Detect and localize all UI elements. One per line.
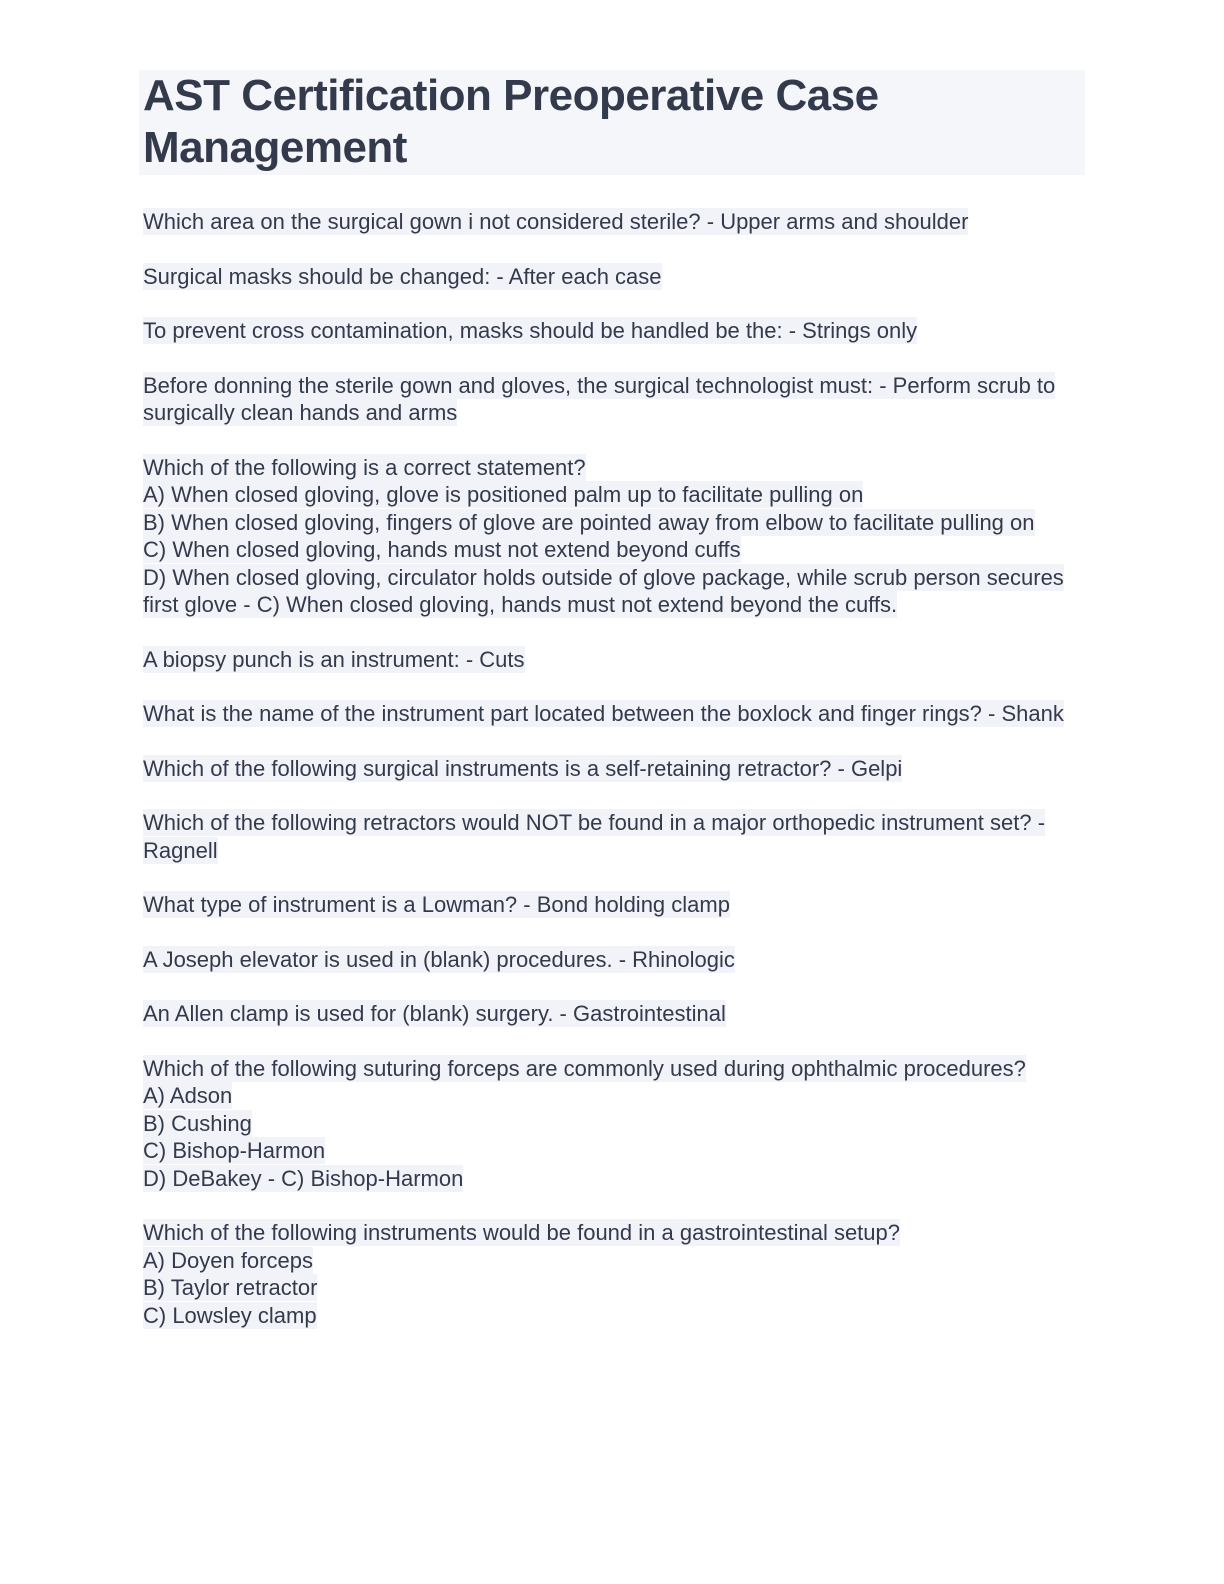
highlighted-text: What type of instrument is a Lowman? - Bond holding clamp [143, 892, 730, 917]
qa-paragraph [143, 1219, 1083, 1329]
highlighted-text: A Joseph elevator is used in (blank) procedures. - Rhinologic [143, 946, 735, 972]
qa-paragraph [143, 317, 1083, 345]
highlighted-text: Surgical masks should be changed: - After each case [143, 263, 662, 289]
highlighted-text: A) Adson [143, 1083, 233, 1108]
highlighted-text: What is the name of the instrument part located between the boxlock and finger rings? - Shank [143, 701, 1064, 726]
document-body [143, 208, 1083, 1329]
highlighted-text: An Allen clamp is used for (blank) surgery. - Gastrointestinal [143, 1001, 726, 1026]
highlighted-text: Before donning the sterile gown and gloves, the surgical technologist must: - Perform scrub to surgically clean hands and arms [143, 372, 1056, 425]
highlighted-text: B) Cushing [143, 1110, 252, 1136]
highlighted-text: B) Taylor retractor [143, 1275, 318, 1300]
highlighted-text: Which of the following retractors would NOT be found in a major orthopedic instrument set? - Ragnell [143, 810, 1046, 863]
qa-paragraph [143, 454, 1083, 619]
highlighted-text: A) When closed gloving, glove is positioned palm up to facilitate pulling on [143, 482, 864, 507]
highlighted-text: Which of the following suturing forceps are commonly used during ophthalmic procedures? [143, 1055, 1026, 1081]
qa-paragraph [143, 1000, 1083, 1028]
highlighted-text: Which of the following instruments would be found in a gastrointestinal setup? [143, 1220, 900, 1245]
qa-paragraph [143, 891, 1083, 919]
highlighted-text: Which of the following surgical instruments is a self-retaining retractor? - Gelpi [143, 755, 903, 781]
qa-paragraph [143, 208, 1083, 236]
highlighted-text: To prevent cross contamination, masks should be handled be the: - Strings only [143, 318, 918, 343]
qa-paragraph [143, 809, 1083, 864]
highlighted-text: B) When closed gloving, fingers of glove are pointed away from elbow to facilitate pulling on [143, 509, 1035, 535]
page-title: AST Certification Preoperative Case Management [139, 70, 1085, 175]
qa-paragraph [143, 700, 1083, 728]
highlighted-text: A) Doyen forceps [143, 1247, 313, 1273]
qa-paragraph [143, 372, 1083, 427]
highlighted-text: D) When closed gloving, circulator holds outside of glove package, while scrub person secures first glove - C) When closed gloving, hands must not extend beyond the cuffs. [143, 564, 1064, 617]
highlighted-text: A biopsy punch is an instrument: - Cuts [143, 646, 525, 672]
qa-paragraph [143, 946, 1083, 974]
highlighted-text: C) Lowsley clamp [143, 1302, 317, 1328]
highlighted-text: C) When closed gloving, hands must not extend beyond cuffs [143, 537, 741, 562]
highlighted-text: D) DeBakey - C) Bishop-Harmon [143, 1165, 464, 1191]
qa-paragraph [143, 263, 1083, 291]
highlighted-text: Which of the following is a correct statement? [143, 454, 586, 480]
highlighted-text: Which area on the surgical gown i not considered sterile? - Upper arms and shoulder [143, 209, 969, 234]
qa-paragraph [143, 646, 1083, 674]
qa-paragraph [143, 1055, 1083, 1193]
highlighted-text: C) Bishop-Harmon [143, 1138, 326, 1163]
qa-paragraph [143, 755, 1083, 783]
